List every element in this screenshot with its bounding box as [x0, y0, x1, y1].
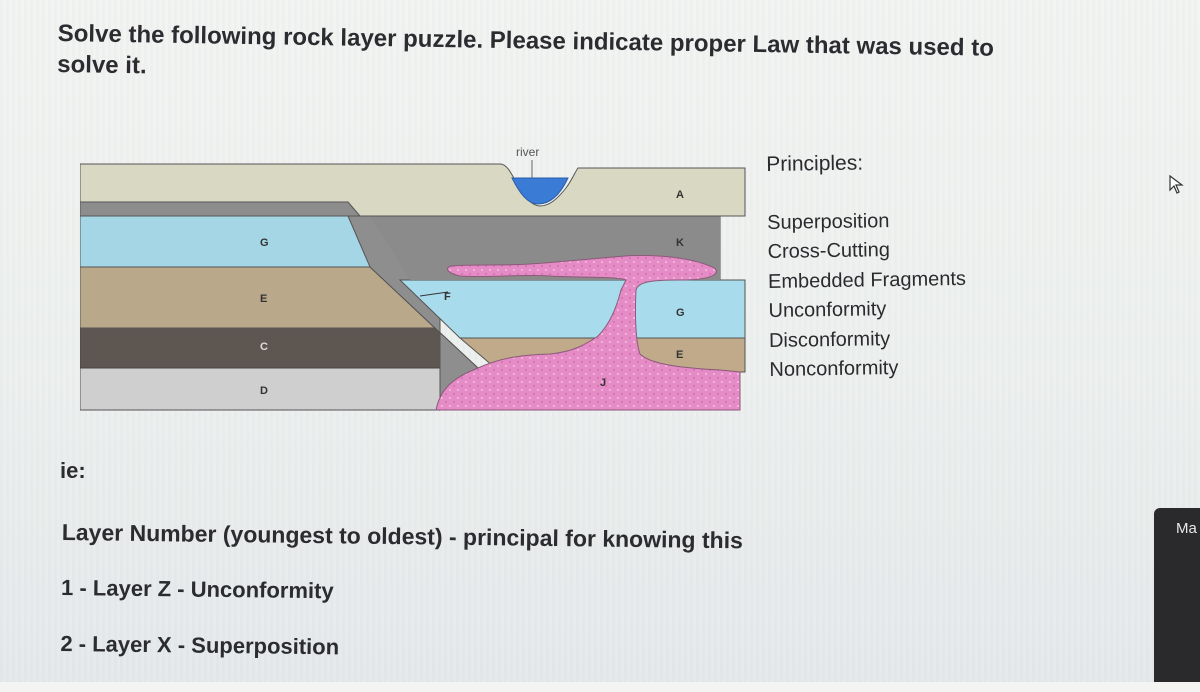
side-panel-tab[interactable]: Ma: [1154, 508, 1200, 682]
layer-g-left: [80, 216, 395, 267]
answer-line: 2 - Layer X - Superposition: [60, 630, 340, 660]
label-j: J: [600, 377, 607, 389]
principles-heading: Principles:: [766, 151, 864, 176]
label-c: C: [260, 341, 268, 353]
label-a: A: [676, 189, 684, 201]
answer-block: [60, 515, 822, 692]
label-k: K: [676, 237, 684, 249]
label-f: F: [444, 291, 451, 303]
principle-item: Superposition: [766, 209, 890, 234]
answer-heading: Layer Number (youngest to oldest) - principal for knowing this: [61, 518, 744, 554]
mouse-cursor-icon: [1168, 174, 1186, 196]
label-e-right: E: [676, 349, 684, 361]
principle-item: Embedded Fragments: [767, 267, 967, 293]
label-e-left: E: [260, 293, 268, 305]
answer-line: 1 - Layer Z - Unconformity: [60, 574, 334, 604]
question-title: Solve the following rock layer puzzle. Please indicate proper Law that was used to solve it.: [57, 19, 995, 80]
principle-item: Nonconformity: [769, 356, 899, 381]
label-g-left: G: [260, 237, 269, 249]
layer-c: [80, 328, 478, 368]
principle-item: Disconformity: [768, 327, 891, 352]
label-g-right: G: [676, 307, 685, 319]
label-river: river: [516, 145, 540, 159]
label-d: D: [260, 385, 268, 397]
principle-item: Unconformity: [768, 298, 887, 322]
principle-item: Cross-Cutting: [767, 239, 891, 263]
layer-g-right: [400, 280, 745, 338]
principles-list: [766, 146, 1030, 386]
rock-layer-diagram: [80, 140, 760, 420]
example-label: ie:: [60, 458, 86, 483]
layer-thin-band: [80, 202, 375, 216]
